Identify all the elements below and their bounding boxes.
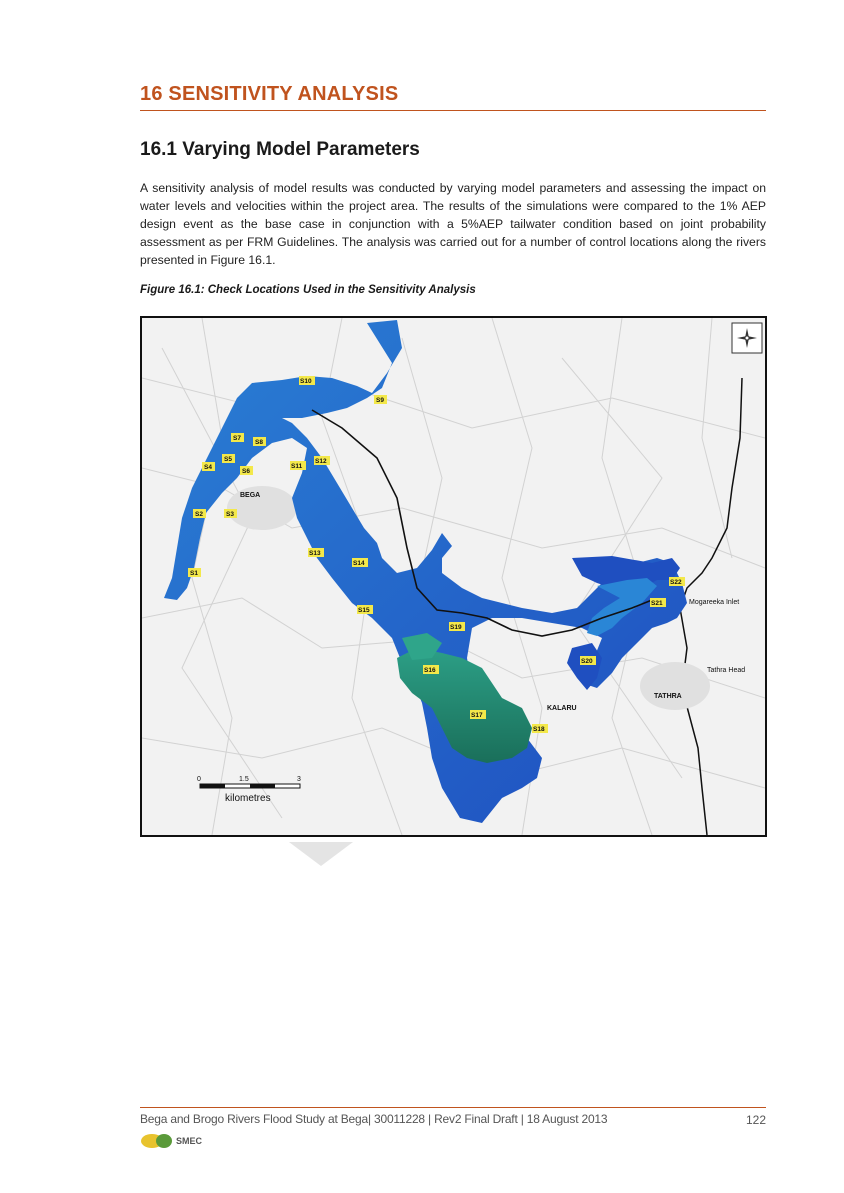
svg-text:S12: S12 <box>315 458 327 465</box>
check-location-s1 <box>188 568 201 577</box>
check-location-s6 <box>240 466 253 475</box>
check-location-s17 <box>470 710 486 719</box>
place-label-bega: BEGA <box>240 492 261 499</box>
figure-caption: Figure 16.1: Check Locations Used in the Sensitivity Analysis <box>140 284 476 296</box>
check-location-s4 <box>202 462 215 471</box>
svg-text:S6: S6 <box>242 468 250 475</box>
bega-urban-area <box>227 486 297 530</box>
svg-text:S18: S18 <box>533 726 545 733</box>
compass-icon <box>732 323 762 353</box>
subsection-heading: 16.1 Varying Model Parameters <box>140 139 420 160</box>
svg-text:S17: S17 <box>471 712 483 719</box>
svg-text:S22: S22 <box>670 579 682 586</box>
check-location-s8 <box>253 437 266 446</box>
flood-map-figure <box>140 316 767 837</box>
check-location-s13 <box>308 548 324 557</box>
check-location-s11 <box>290 461 306 470</box>
section-heading: 16 SENSITIVITY ANALYSIS <box>140 83 399 105</box>
place-label-kalaru: KALARU <box>547 705 577 712</box>
check-location-s20 <box>580 656 596 665</box>
svg-text:S4: S4 <box>204 464 212 471</box>
svg-text:S9: S9 <box>376 397 384 404</box>
place-label-tathra-head: Tathra Head <box>707 667 746 674</box>
svg-text:S2: S2 <box>195 511 203 518</box>
flood-extent <box>164 320 687 823</box>
svg-text:S19: S19 <box>450 624 462 631</box>
flood-map <box>142 318 765 835</box>
footer-text: Bega and Brogo Rivers Flood Study at Bega| 30011228 | Rev2 Final Draft | 18 August 2013 <box>140 1112 608 1126</box>
scale-bar <box>197 776 301 804</box>
check-location-s5 <box>222 454 235 463</box>
check-location-s10 <box>299 376 315 385</box>
svg-text:3: 3 <box>297 776 301 783</box>
svg-text:1.5: 1.5 <box>239 776 249 783</box>
svg-text:S11: S11 <box>291 463 303 470</box>
place-label-mogareeka-inlet: Mogareeka Inlet <box>689 599 740 606</box>
svg-text:S14: S14 <box>353 560 365 567</box>
svg-text:S15: S15 <box>358 607 370 614</box>
check-location-s18 <box>532 724 548 733</box>
check-location-s3 <box>224 509 237 518</box>
check-location-s7 <box>231 433 244 442</box>
svg-text:S7: S7 <box>233 435 241 442</box>
tathra-urban-area <box>640 662 710 710</box>
svg-text:0: 0 <box>197 776 201 783</box>
smec-logo-text: SMEC <box>176 1136 203 1146</box>
footer-rule <box>140 1107 766 1108</box>
check-location-s16 <box>423 665 439 674</box>
svg-text:S8: S8 <box>255 439 263 446</box>
svg-text:S16: S16 <box>424 667 436 674</box>
place-label-tathra: TATHRA <box>654 693 682 700</box>
svg-text:S13: S13 <box>309 550 321 557</box>
svg-text:S5: S5 <box>224 456 232 463</box>
check-location-s2 <box>193 509 206 518</box>
svg-text:S10: S10 <box>300 378 312 385</box>
check-location-s22 <box>669 577 685 586</box>
watermark-shape <box>289 842 353 866</box>
check-location-s21 <box>650 598 666 607</box>
svg-text:kilometres: kilometres <box>225 793 271 804</box>
check-location-s15 <box>357 605 373 614</box>
page-number: 122 <box>746 1113 767 1127</box>
check-location-s12 <box>314 456 330 465</box>
svg-text:S20: S20 <box>581 658 593 665</box>
svg-text:S3: S3 <box>226 511 234 518</box>
check-location-s9 <box>374 395 387 404</box>
check-location-s19 <box>449 622 465 631</box>
svg-text:S1: S1 <box>190 570 198 577</box>
body-paragraph: A sensitivity analysis of model results was conducted by varying model parameters and assessing the impact on water levels and velocities within the project area. The results of the simulations were compared to the 1% AEP design event as the base case in conjunction with a 5%AEP tailwater condition based on joint probability assessment as per FRM Guidelines. The analysis was carried out for a number of control locations along the rivers presented in Figure 16.1. <box>140 181 766 267</box>
svg-text:S21: S21 <box>651 600 663 607</box>
check-location-s14 <box>352 558 368 567</box>
heading-rule <box>140 110 766 111</box>
